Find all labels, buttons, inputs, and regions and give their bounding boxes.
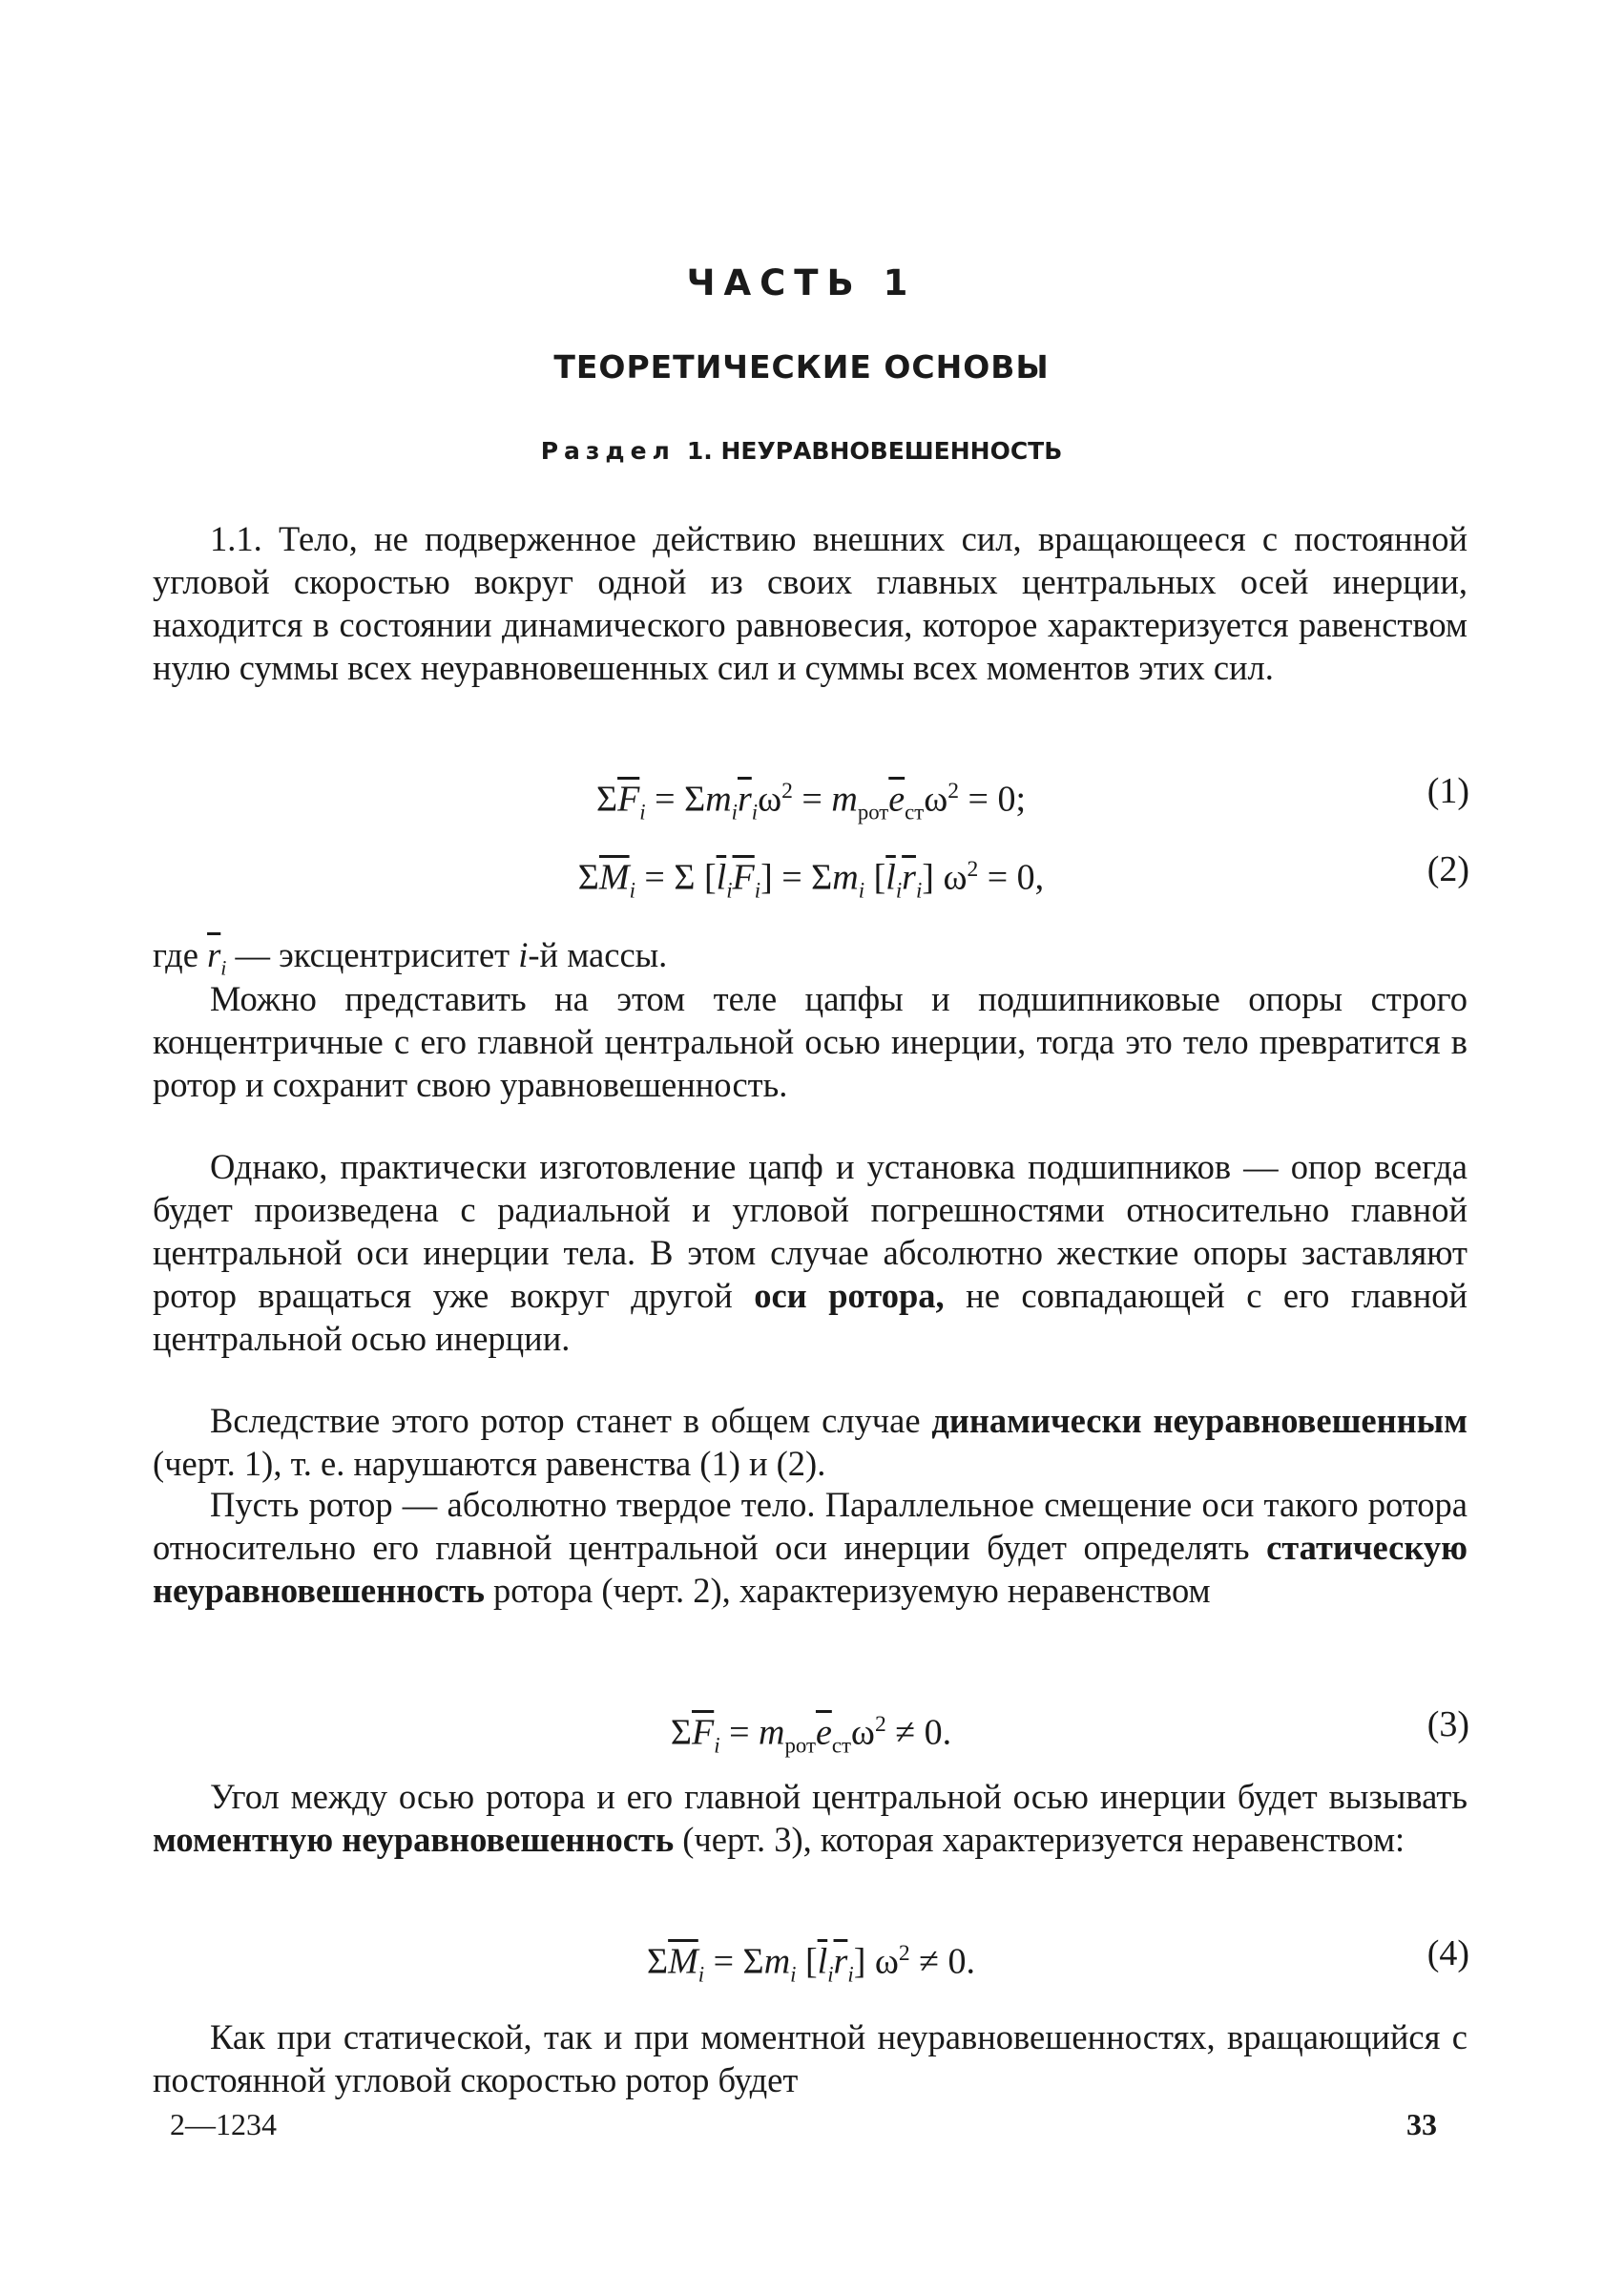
part-title: ЧАСТЬ 1 [686, 262, 917, 303]
equation-1 [153, 767, 1469, 824]
equation-3-number: (3) [1426, 1704, 1469, 1744]
paragraph-1: 1.1. Тело, не подверженное действию внешних сил, вращающееся с постоянной угловой скоростью вокруг одной из своих главных центральных осей инерции, находится в состоянии динамического равновесия, которое характеризуется равенством нулю суммы всех неуравновешенных сил и суммы всех моментов этих сил. [153, 519, 1468, 687]
paragraph-3: Однако, практически изготовление цапф и установка подшипников — опор всегда будет произведена с радиальной и угловой погрешностями относительно главной центральной оси инерции тела. В этом случае абсолютно жесткие опоры заставляют ротор вращаться уже вокруг другой оси ротора, не совпадающей с его главной центральной осью инерции. [153, 1147, 1468, 1358]
section-title [0, 437, 1603, 465]
equation-4-formula: $\Sigma\overline{M}_i = \Sigma m_i$ $[\overline{l}_i\overline{r}_i] \omega^2 \ne 0$. [647, 1941, 975, 1987]
equation-3 [153, 1701, 1469, 1758]
equation-4 [153, 1930, 1469, 1987]
paragraph-5: Пусть ротор — абсолютно твердое тело. Параллельное смещение оси такого ротора относительно его главной центральной оси инерции будет определять статическую неуравновешенность ротора (черт. 2), характеризуемую неравенством [153, 1485, 1468, 1610]
paragraph-7: Как при статической, так и при моментной неуравновешенностях, вращающийся с постоянной угловой скоростью ротор будет [153, 2017, 1468, 2099]
equation-3-formula: $\Sigma\overline{F}_i = m_{рот}\overline{e}_{ст}\omega^2 \ne 0$. [670, 1712, 952, 1758]
equation-2 [153, 845, 1469, 903]
where-line: где $\overline{r}_i$ — эксцентриситет i-й массы. [153, 935, 668, 980]
paragraph-4: Вследствие этого ротор станет в общем случае динамически неуравновешенным (черт. 1), т. е. нарушаются равенства (1) и (2). [153, 1401, 1468, 1483]
paragraph-6: Угол между осью ротора и его главной центральной осью инерции будет вызывать моментную неуравновешенность (черт. 3), которая характеризуется неравенством: [153, 1777, 1468, 1859]
page-number: 33 [1406, 2107, 1437, 2141]
section-label: Раздел [540, 437, 676, 465]
main-title: ТЕОРЕТИЧЕСКИЕ ОСНОВЫ [553, 348, 1050, 386]
equation-1-formula: $\Sigma\overline{F}_i = \Sigma m_i\overline{r}_i\omega^2 = m_{рот}\overline{e}_{ст}\omega^2 = 0$; [595, 779, 1027, 824]
paragraph-2: Можно представить на этом теле цапфы и подшипниковые опоры строго концентричные с его главной центральной осью инерции, тогда это тело превратится в ротор и сохранит свою уравновешенность. [153, 979, 1468, 1104]
equation-2-formula: $\Sigma\overline{M}_i = \Sigma$ $[\overline{l}_i\overline{F}_i] = \Sigma m_i$ $[\overline{l}_i\overline{r}_i] \omega^2 = 0$, [577, 857, 1045, 903]
equation-4-number: (4) [1426, 1933, 1469, 1973]
equation-2-number: (2) [1426, 849, 1469, 889]
section-name: 1. НЕУРАВНОВЕШЕННОСТЬ [686, 437, 1063, 465]
signature-code: 2—1234 [170, 2107, 277, 2141]
equation-1-number: (1) [1426, 771, 1469, 811]
